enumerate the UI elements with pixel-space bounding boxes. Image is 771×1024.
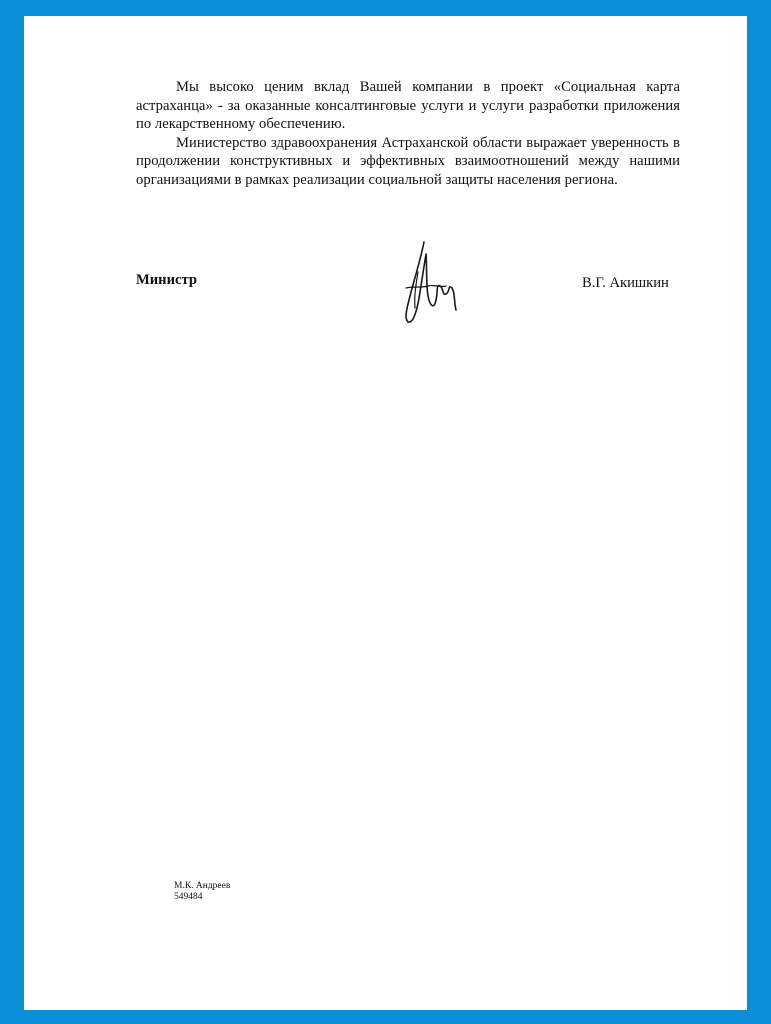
executor-phone: 549484	[174, 892, 203, 902]
document-page	[24, 16, 747, 1010]
executor-info	[174, 881, 230, 903]
handwritten-signature	[384, 236, 464, 328]
paragraph-cooperation: Министерство здравоохранения Астраханской области выражает уверенность в продолжении конструктивных и эффективных взаимоотношений между нашими организациями в рамках реализации социальной защиты населения региона.	[136, 134, 680, 188]
signatory-name: В.Г. Акишкин	[582, 275, 669, 291]
executor-name: М.К. Андреев	[174, 881, 231, 891]
signatory-role: Министр	[136, 272, 197, 288]
letter-body	[136, 78, 680, 190]
paragraph-gratitude: Мы высоко ценим вклад Вашей компании в проект «Социальная карта астраханца» - за оказанные консалтинговые услуги и услуги разработки приложения по лекарственному обеспечению.	[136, 79, 680, 133]
